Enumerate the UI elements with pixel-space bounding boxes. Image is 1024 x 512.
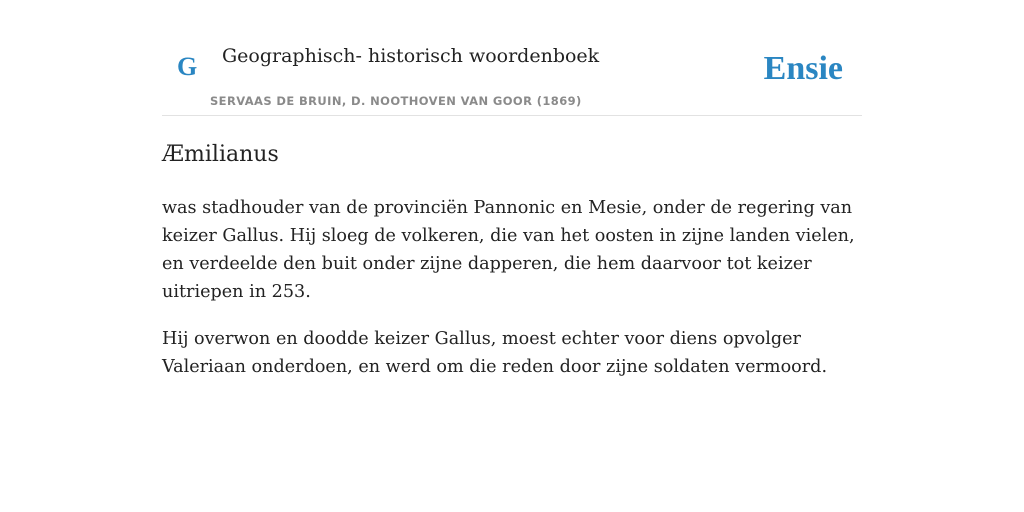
ensie-logo[interactable]: Ensie xyxy=(763,50,843,87)
book-letter-icon[interactable]: G xyxy=(177,52,198,81)
header xyxy=(162,0,862,116)
entry-body xyxy=(162,194,862,381)
entry-paragraph: Hij overwon en doodde keizer Gallus, moest echter voor diens opvolger Valeriaan onderdoen, en werd om die reden door zijne soldaten vermoord. xyxy=(162,329,828,377)
page xyxy=(162,0,862,381)
entry-title: Æmilianus xyxy=(162,142,279,167)
book-title-link[interactable]: Geographisch- historisch woordenboek xyxy=(222,45,600,67)
entry-paragraph: was stadhouder van de provinciën Pannonic en Mesie, onder de regering van keizer Gallus. Hij sloeg de volkeren, die van het oosten in zijne landen vielen, en verdeelde den buit onder zijne dapperen, die hem daarvoor tot keizer uitriepen in 253. xyxy=(162,198,855,302)
book-authors: SERVAAS DE BRUIN, D. NOOTHOVEN VAN GOOR (1869) xyxy=(210,94,582,108)
